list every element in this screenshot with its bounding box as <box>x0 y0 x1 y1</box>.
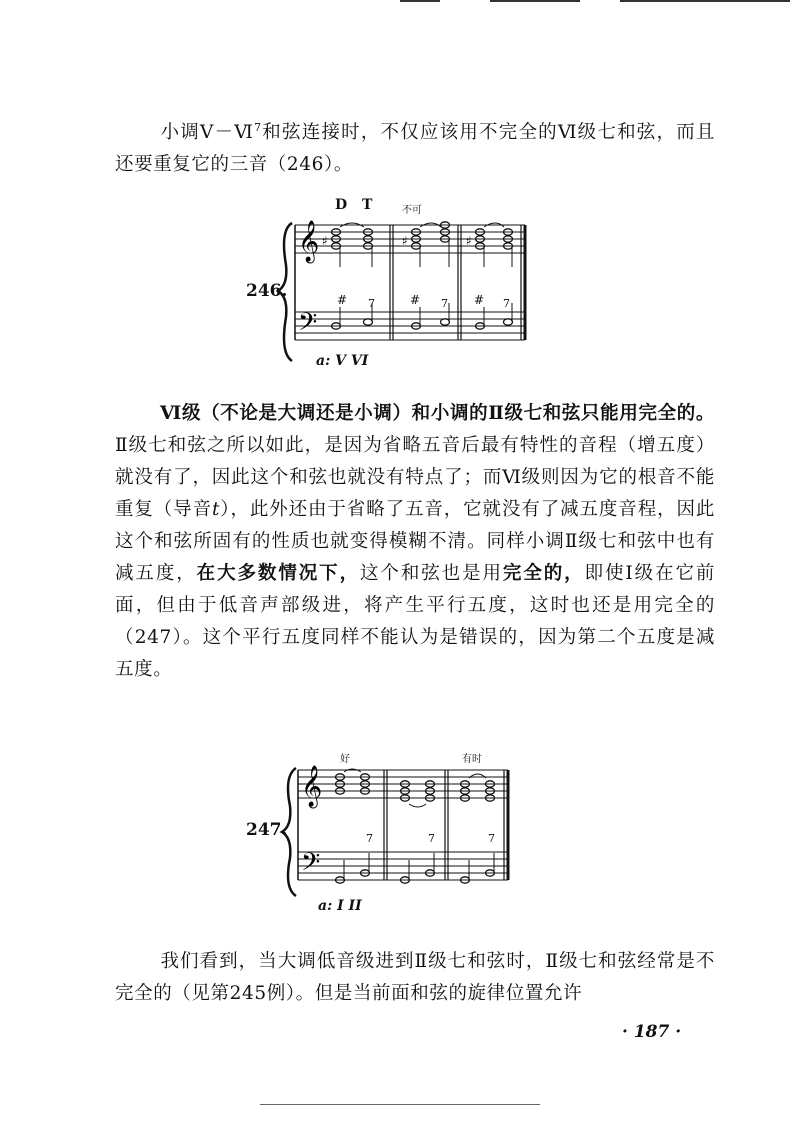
svg-text:𝄢: 𝄢 <box>298 308 318 343</box>
ex246-figure-1: # <box>337 293 348 307</box>
ex246-figure-2: 7 <box>368 297 375 310</box>
ex247-number: 247. <box>246 820 288 840</box>
p2-bold-5: 在大多数情况下， <box>196 563 360 584</box>
p3-text: 我们看到，当大调低音级进到Ⅱ级七和弦时，Ⅱ级七和弦经常是不完全的（见第245例）。但是当前面和弦的旋律位置允许 <box>115 951 715 1004</box>
p1-superscript: 7 <box>254 121 262 134</box>
svg-text:♯: ♯ <box>322 234 328 248</box>
ex246-chord-label: a: V VI <box>316 353 369 369</box>
ex246-figure-6: 7 <box>503 297 510 310</box>
music-example-246 <box>240 195 540 375</box>
ex247-score <box>240 748 540 928</box>
p1-text-b: 和弦连接时，不仅应该用不完全的Ⅵ级七和弦，而且还要重复它的三音（246）。 <box>115 122 715 176</box>
top-rule-3 <box>620 0 790 2</box>
paragraph-1 <box>115 112 715 181</box>
paragraph-2 <box>115 398 715 686</box>
p2-bold-2: 和小调的Ⅱ级七和弦只能用完全的。 <box>411 403 715 424</box>
p2-text-6: 这个和弦也是用 <box>360 563 503 584</box>
ex247-label-good: 好 <box>340 754 350 765</box>
ex247-figure-2: 7 <box>428 832 435 845</box>
top-rule-2 <box>490 0 580 2</box>
ex247-label-sometimes: 有时 <box>462 754 482 765</box>
ex247-figure-3: 7 <box>488 832 495 845</box>
ex246-figure-5: # <box>474 293 485 307</box>
p2-text-3: Ⅱ级七和弦之所以如此，是因为省略五音后最有特性的音程（增五度）就没有了，因此这个和弦也就没有特点了；而Ⅵ级则因为它的根音不能重复（导音 <box>115 435 715 520</box>
ex246-number: 246. <box>246 281 288 301</box>
ex247-figure-1: 7 <box>366 832 373 845</box>
ex247-chord-label: a: I II <box>318 898 362 914</box>
top-rule-1 <box>400 0 440 2</box>
ex246-figure-4: 7 <box>441 297 448 310</box>
p2-text-8: 即使Ⅰ级在它前面，但由于低音声部级进，将产生平行五度，这时也还是用完全的（247）。这个平行五度同样不能认为是错误的，因为第二个五度是减五度。 <box>115 563 715 680</box>
p2-bold-1: Ⅵ级（不论是大调还是小调） <box>160 403 412 424</box>
ex246-label-d: D <box>335 197 348 213</box>
p1-text-a: 小调Ⅴ－Ⅵ <box>160 122 255 144</box>
ex246-figure-3: # <box>410 293 421 307</box>
ex246-label-t: T <box>362 197 373 213</box>
p2-bold-7: 完全的， <box>502 563 585 584</box>
p2-italic-t: t <box>211 499 221 520</box>
svg-text:♯: ♯ <box>466 234 472 248</box>
svg-text:𝄢: 𝄢 <box>301 848 321 883</box>
music-example-247 <box>240 748 540 928</box>
paragraph-3 <box>115 946 715 1010</box>
p2-text-4: ），此外还由于省略了五音，它就没有了减五度音程，因此这个和弦所固有的性质也就变得模糊不清。同样小调Ⅱ级七和弦中也有减五度， <box>115 499 715 584</box>
svg-text:𝄞: 𝄞 <box>298 221 320 262</box>
page-number: · 187 · <box>622 1022 682 1042</box>
svg-text:𝄞: 𝄞 <box>301 766 323 807</box>
ex246-label-not-allowed: 不可 <box>402 205 422 216</box>
ex246-score <box>240 195 540 375</box>
svg-text:♯: ♯ <box>402 234 408 248</box>
footer-rule <box>260 1104 540 1105</box>
